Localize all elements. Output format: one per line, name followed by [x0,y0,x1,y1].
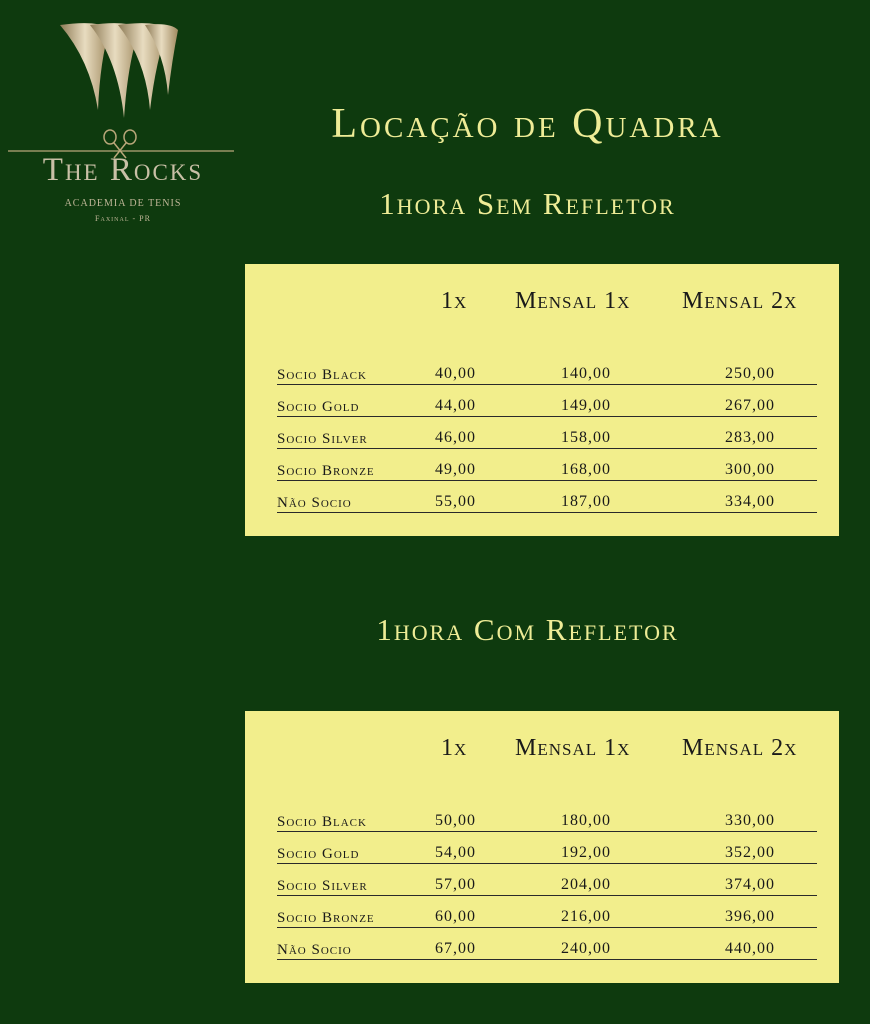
column-header-mensal-1x: Mensal 1x [515,288,631,314]
price-mensal-1x: 216,00 [561,908,611,925]
column-header-mensal-1x: Mensal 1x [515,735,631,761]
price-mensal-1x: 180,00 [561,812,611,829]
table-row [277,843,817,867]
price-mensal-2x: 250,00 [725,365,775,382]
table-row [277,396,817,420]
price-mensal-2x: 267,00 [725,397,775,414]
row-label: Socio Black [277,367,367,383]
column-header-mensal-2x: Mensal 2x [682,735,798,761]
row-label: Socio Gold [277,846,360,862]
price-1x: 40,00 [435,365,476,382]
column-header-1x: 1x [441,288,468,314]
section-title-com-refletor: 1hora Com Refletor [376,612,679,647]
price-mensal-2x: 300,00 [725,461,775,478]
price-mensal-1x: 158,00 [561,429,611,446]
column-header-mensal-2x: Mensal 2x [682,288,798,314]
table-row [277,492,817,516]
page-title: Locação de Quadra [331,101,724,147]
price-mensal-2x: 396,00 [725,908,775,925]
price-mensal-1x: 149,00 [561,397,611,414]
price-1x: 57,00 [435,876,476,893]
price-mensal-1x: 187,00 [561,493,611,510]
row-label: Socio Bronze [277,463,375,479]
price-table-com-refletor [245,711,839,983]
row-label: Socio Bronze [277,910,375,926]
price-1x: 60,00 [435,908,476,925]
price-mensal-2x: 283,00 [725,429,775,446]
price-mensal-1x: 168,00 [561,461,611,478]
row-label: Não Socio [277,942,352,958]
price-1x: 49,00 [435,461,476,478]
price-table-sem-refletor [245,264,839,536]
price-mensal-2x: 330,00 [725,812,775,829]
price-1x: 55,00 [435,493,476,510]
price-1x: 46,00 [435,429,476,446]
price-mensal-2x: 374,00 [725,876,775,893]
price-mensal-1x: 140,00 [561,365,611,382]
row-label: Não Socio [277,495,352,511]
price-1x: 44,00 [435,397,476,414]
table-row [277,364,817,388]
price-mensal-1x: 204,00 [561,876,611,893]
brand-subtitle: ACADEMIA DE TENIS [64,198,182,209]
table-row [277,811,817,835]
price-mensal-2x: 352,00 [725,844,775,861]
table-row [277,428,817,452]
price-mensal-1x: 192,00 [561,844,611,861]
logo [0,0,245,240]
table-row [277,939,817,963]
row-label: Socio Silver [277,431,368,447]
table-row [277,875,817,899]
price-1x: 54,00 [435,844,476,861]
price-mensal-1x: 240,00 [561,940,611,957]
table-row [277,907,817,931]
brand-location: Faxinal - PR [95,214,151,223]
price-1x: 50,00 [435,812,476,829]
column-header-1x: 1x [441,735,468,761]
section-title-sem-refletor: 1hora Sem Refletor [379,186,676,221]
row-label: Socio Silver [277,878,368,894]
price-mensal-2x: 334,00 [725,493,775,510]
row-label: Socio Black [277,814,367,830]
price-mensal-2x: 440,00 [725,940,775,957]
table-row [277,460,817,484]
brand-name: The Rocks [42,152,204,188]
price-1x: 67,00 [435,940,476,957]
logo-graphic [0,0,245,160]
row-label: Socio Gold [277,399,360,415]
